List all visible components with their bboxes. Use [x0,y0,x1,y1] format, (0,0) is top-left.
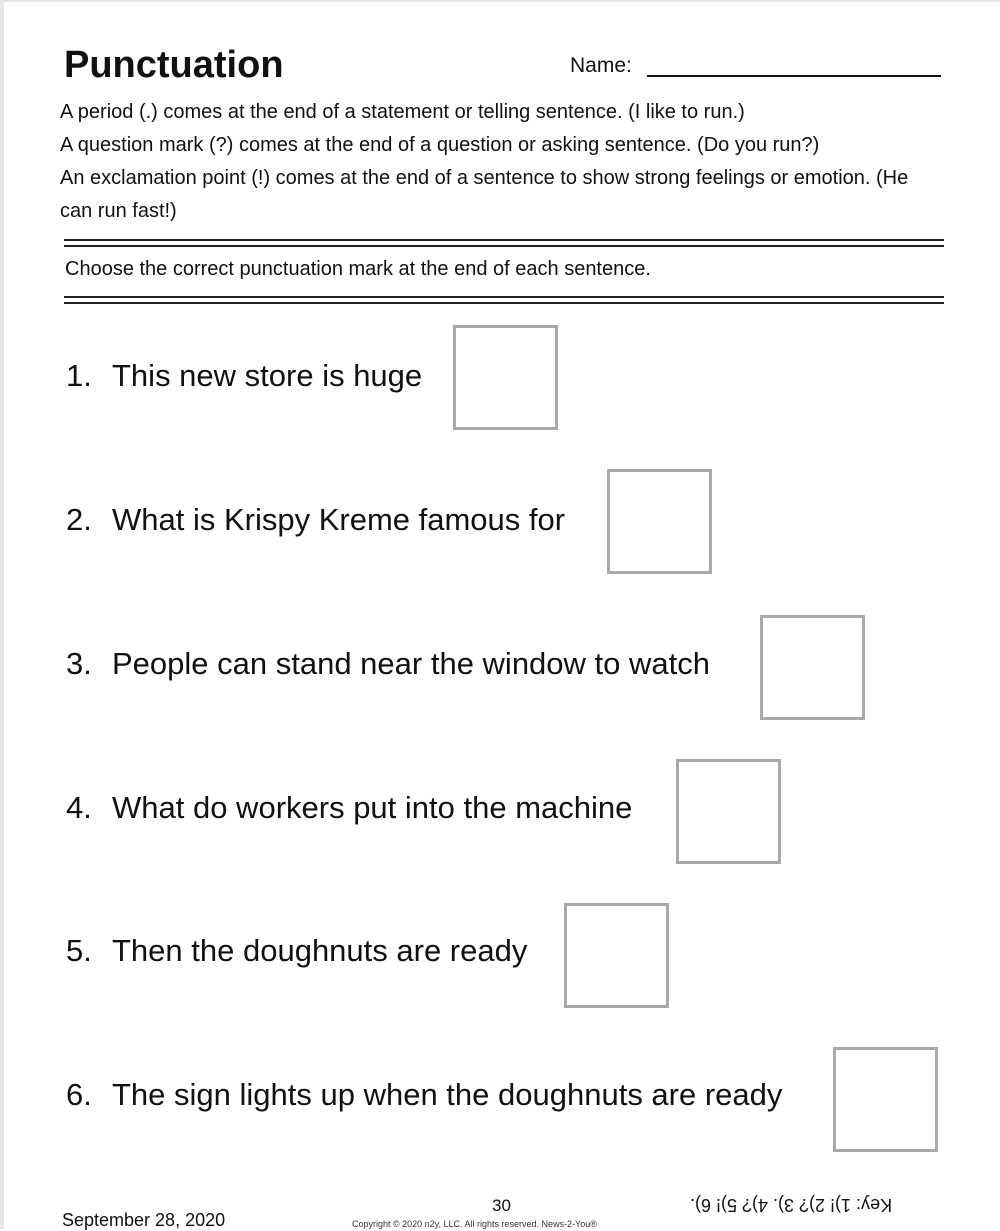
item-number: 1. [66,358,92,393]
page-number: 30 [492,1196,511,1215]
question-item-6 [66,1077,782,1113]
instructions: Choose the correct punctuation mark at the end of each sentence. [65,258,651,280]
question-item-2 [66,502,565,538]
copyright-notice: Copyright © 2020 n2y, LLC. All rights reserved. News-2-You® [352,1219,597,1229]
question-item-4 [66,790,632,826]
item-number: 2. [66,502,92,537]
item-sentence: Then the doughnuts are ready [112,933,528,968]
answer-box-1[interactable] [453,325,558,430]
page-title: Punctuation [64,44,284,86]
divider-top [64,239,944,247]
item-number: 5. [66,933,92,968]
intro-exclamation: An exclamation point (!) comes at the end of a sentence to show strong feelings or emotion. (He can run fast!) [60,167,909,222]
item-sentence: The sign lights up when the doughnuts are ready [112,1077,783,1112]
intro-text [60,96,960,228]
item-sentence: What do workers put into the machine [112,790,633,825]
name-label: Name: [570,54,632,77]
item-sentence: This new store is huge [112,358,423,393]
name-field-line[interactable] [647,75,941,77]
answer-box-5[interactable] [564,903,669,1008]
divider-bottom [64,296,944,304]
answer-box-2[interactable] [607,469,712,574]
answer-key-upside-down: Key: 1)! 2)? 3). 4)? 5)! 6). [690,1195,893,1215]
item-number: 6. [66,1077,92,1112]
intro-question-mark: A question mark (?) comes at the end of a question or asking sentence. (Do you run?) [60,134,820,156]
answer-box-4[interactable] [676,759,781,864]
item-number: 4. [66,790,92,825]
answer-box-3[interactable] [760,615,865,720]
page-edge-left [0,0,4,1229]
item-sentence: People can stand near the window to watch [112,646,710,681]
question-item-1 [66,358,422,394]
item-sentence: What is Krispy Kreme famous for [112,502,566,537]
footer-date: September 28, 2020 [62,1210,226,1230]
question-item-5 [66,933,527,969]
intro-period: A period (.) comes at the end of a statement or telling sentence. (I like to run.) [60,101,745,123]
page-edge-top [0,0,1000,2]
question-item-3 [66,646,710,682]
answer-box-6[interactable] [833,1047,938,1152]
item-number: 3. [66,646,92,681]
